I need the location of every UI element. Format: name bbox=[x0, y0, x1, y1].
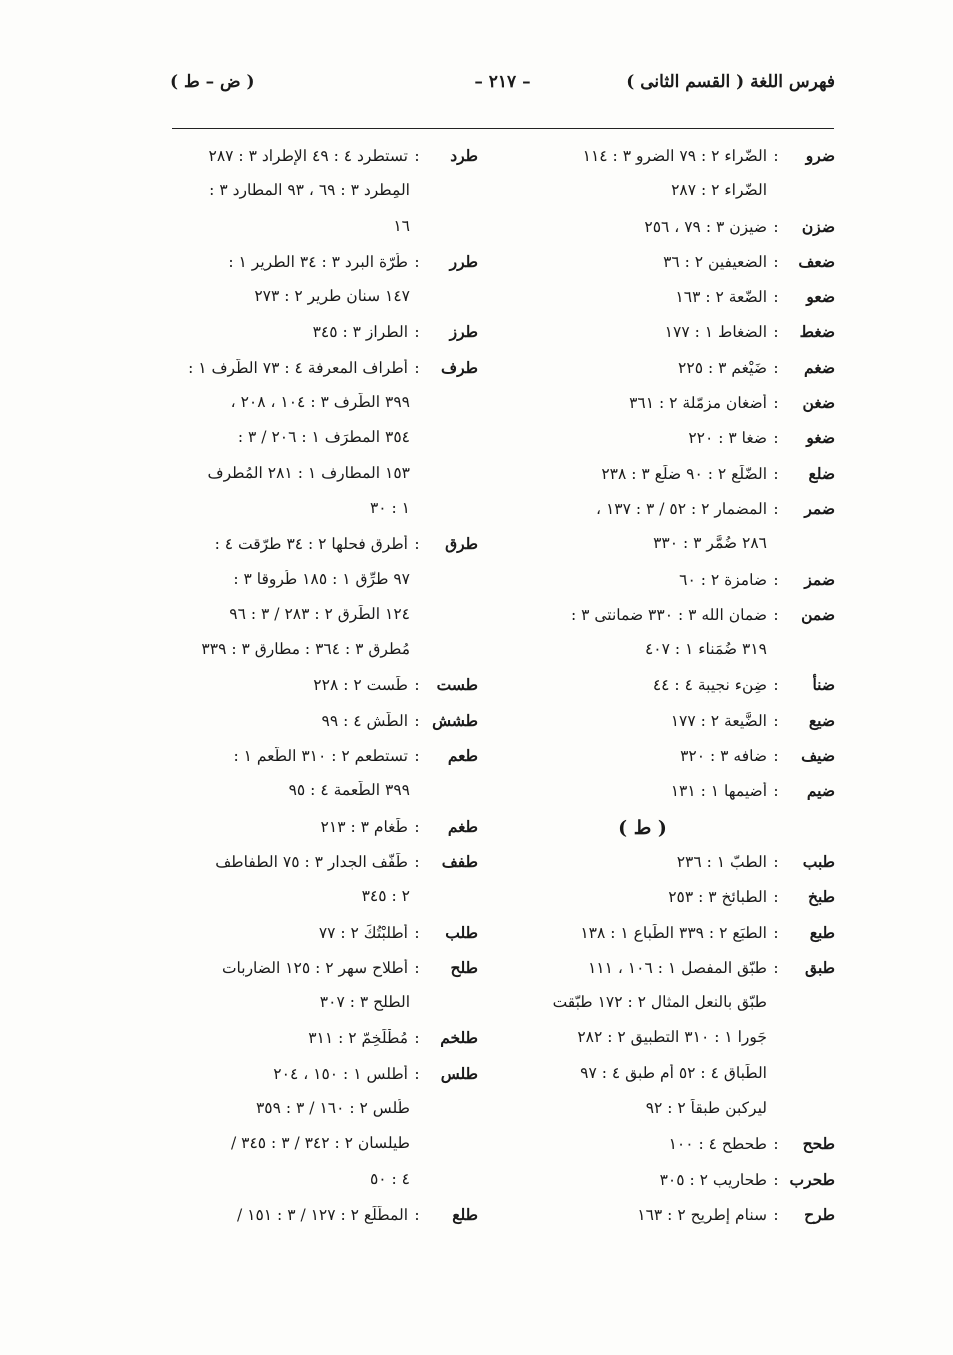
entry-text: الطبَع ٢ : ٣٣٩ الطِّباع ١ : ١٣٨ bbox=[580, 923, 767, 942]
entry-text: الطبائخ ٣ : ٢٥٣ bbox=[668, 888, 767, 907]
index-entry bbox=[168, 393, 478, 428]
entry-text: الضّراء ٢ : ٢٨٧ bbox=[671, 181, 767, 200]
entry-root: طلخم bbox=[440, 1028, 478, 1048]
entry-separator: : bbox=[414, 1029, 420, 1048]
entry-separator: : bbox=[414, 711, 420, 730]
entry-root: ضمن bbox=[801, 604, 835, 624]
entry-text: الطراز ٣ : ٣٤٥ bbox=[312, 323, 408, 342]
left-column bbox=[168, 146, 478, 1240]
index-entry bbox=[530, 993, 835, 1028]
entry-text: الضَّيعة ٢ : ١٧٧ bbox=[670, 711, 767, 730]
index-entry bbox=[168, 534, 478, 569]
index-entry bbox=[530, 428, 835, 463]
entry-text: أضغان مزمّلة ٢ : ٣٦١ bbox=[629, 394, 767, 413]
index-entry bbox=[530, 852, 835, 887]
entry-separator: : bbox=[773, 1170, 779, 1189]
entry-separator: : bbox=[773, 323, 779, 342]
entry-root: ضعو bbox=[806, 287, 835, 307]
entry-text: مُطرِق ٣ : ٣٦٤ : مطارق ٣ : ٣٣٩ bbox=[201, 640, 410, 659]
entry-text: سنام إطريح ٢ : ١٦٣ bbox=[637, 1205, 767, 1224]
index-entry bbox=[530, 499, 835, 534]
entry-root: ضغن bbox=[802, 393, 835, 413]
entry-root: طحرب bbox=[789, 1169, 835, 1189]
entry-text: ضمان الله ٣ : ٣٣٠ ضمانتى ٣ : bbox=[570, 605, 767, 624]
index-entry bbox=[168, 217, 478, 252]
entry-separator: : bbox=[414, 1064, 420, 1083]
entry-root: طغم bbox=[447, 816, 478, 836]
entry-root: طلب bbox=[445, 922, 478, 942]
index-entry bbox=[530, 534, 835, 569]
index-entry bbox=[530, 1064, 835, 1099]
index-entry bbox=[530, 746, 835, 781]
header-rule bbox=[172, 128, 834, 129]
entry-root: ضيم bbox=[806, 781, 835, 801]
entry-separator: : bbox=[773, 288, 779, 307]
index-entry bbox=[168, 781, 478, 816]
entry-separator: : bbox=[414, 817, 420, 836]
entry-root: ضيع bbox=[808, 710, 835, 730]
entry-text: المِطرد ٣ : ٦٩ ، ٩٣ المطارد ٣ : bbox=[209, 181, 410, 200]
index-entry bbox=[530, 1205, 835, 1240]
entry-root: ضيف bbox=[801, 746, 835, 766]
entry-root: طرق bbox=[445, 534, 478, 554]
entry-text: الطِّباق ٤ : ٥٢ أم طبق ٤ : ٩٧ bbox=[580, 1063, 767, 1082]
entry-root: طلس bbox=[440, 1063, 478, 1083]
entry-separator: : bbox=[414, 323, 420, 342]
entry-root: طبع bbox=[809, 922, 835, 942]
index-entry bbox=[168, 322, 478, 357]
index-entry bbox=[168, 1170, 478, 1205]
index-entry bbox=[168, 358, 478, 393]
entry-text: أضيمها ١ : ١٣١ bbox=[670, 782, 767, 801]
index-entry bbox=[530, 1170, 835, 1205]
entry-text: ٣١٩ ضُمَناء ١ : ٤٠٧ bbox=[644, 640, 767, 659]
entry-text: أطراف المعرفة ٤ : ٧٣ الطَّرف ١ : bbox=[188, 358, 408, 377]
entry-text: تستطرد ٤ : ٤٩ الإطراد ٣ : ٢٨٧ bbox=[208, 147, 408, 165]
entry-separator: : bbox=[773, 464, 779, 483]
entry-separator: : bbox=[773, 782, 779, 801]
index-entry bbox=[530, 781, 835, 816]
entry-root: طلح bbox=[450, 957, 478, 977]
entry-separator: : bbox=[773, 888, 779, 907]
entry-root: طست bbox=[436, 675, 478, 695]
entry-separator: : bbox=[414, 852, 420, 871]
index-title: فهرس اللغة ( القسم الثانى ) bbox=[626, 72, 835, 92]
index-entry bbox=[530, 711, 835, 746]
entry-root: طبخ bbox=[807, 887, 835, 907]
entry-root: طشش bbox=[432, 710, 478, 730]
entry-separator: : bbox=[773, 1135, 779, 1154]
index-entry bbox=[530, 464, 835, 499]
index-entry bbox=[168, 852, 478, 887]
index-entry bbox=[168, 1205, 478, 1240]
entry-text: طَفّف الجدار ٣ : ٧٥ الطفاطف bbox=[215, 852, 408, 871]
index-entry bbox=[168, 958, 478, 993]
index-entry bbox=[168, 1134, 478, 1169]
entry-root: ضغم bbox=[804, 357, 835, 377]
entry-separator: : bbox=[414, 747, 420, 766]
index-entry bbox=[168, 817, 478, 852]
entry-text: ١٥٣ المطارف ١ : ٢٨١ المُطرِف bbox=[207, 463, 410, 482]
entry-separator: : bbox=[773, 358, 779, 377]
entry-root: ضنأ bbox=[812, 675, 835, 695]
index-entry bbox=[530, 1099, 835, 1134]
entry-text: طحطح ٤ : ١٠٠ bbox=[668, 1135, 767, 1154]
entry-separator: : bbox=[414, 535, 420, 554]
entry-separator: : bbox=[773, 147, 779, 165]
entry-text: مُطْلَخِمّ ٢ : ٣١١ bbox=[308, 1029, 408, 1048]
index-entry bbox=[168, 1099, 478, 1134]
index-entry bbox=[168, 923, 478, 958]
entry-separator: : bbox=[773, 676, 779, 695]
entry-text: الضعيفين ٢ : ٣٦ bbox=[663, 252, 767, 271]
index-entry bbox=[168, 675, 478, 710]
index-entry bbox=[168, 464, 478, 499]
entry-root: طرف bbox=[441, 357, 478, 377]
entry-root: طحح bbox=[802, 1134, 835, 1154]
index-entry bbox=[168, 1028, 478, 1063]
entry-separator: : bbox=[773, 252, 779, 271]
entry-separator: : bbox=[773, 499, 779, 518]
entry-root: ضرو bbox=[805, 146, 835, 165]
entry-separator: : bbox=[414, 1205, 420, 1224]
entry-text: المطَّلَع ٢ : ١٢٧ / ٣ : ١٥١ / bbox=[236, 1205, 408, 1224]
entry-root: ضمز bbox=[804, 569, 835, 589]
entry-separator: : bbox=[414, 252, 420, 271]
entry-root: ضلع bbox=[808, 463, 835, 483]
entry-text: الطَّش ٤ : ٩٩ bbox=[321, 711, 408, 730]
entry-text: ٣٩٩ الطَّرف ٣ : ١٠٤ ، ٢٠٨ ، bbox=[230, 393, 410, 412]
entry-separator: : bbox=[773, 958, 779, 977]
index-entry bbox=[530, 1028, 835, 1063]
entry-text: أطلس ١ : ١٥٠ ، ٢٠٤ bbox=[273, 1064, 408, 1083]
letter-section-heading: ( ط ) bbox=[618, 816, 667, 839]
index-entry bbox=[168, 252, 478, 287]
entry-text: طَغام ٣ : ٢١٣ bbox=[320, 817, 408, 836]
index-entry bbox=[530, 146, 835, 181]
entry-text: ضيزن ٣ : ٧٩ ، ٢٥٦ bbox=[644, 217, 767, 236]
entry-root: ضغو bbox=[806, 428, 835, 448]
entry-root: طرز bbox=[449, 322, 478, 342]
entry-text: طُلس ٢ : ١٦٠ / ٣ : ٣٥٩ bbox=[255, 1099, 410, 1118]
entry-root: ضزن bbox=[801, 216, 835, 236]
entry-separator: : bbox=[773, 747, 779, 766]
entry-text: الضّعة ٢ : ١٦٣ bbox=[675, 288, 767, 307]
index-entry bbox=[530, 358, 835, 393]
entry-text: ليركبن طبقاً ٢ : ٩٢ bbox=[645, 1099, 767, 1118]
index-entry bbox=[530, 393, 835, 428]
entry-text: الضّراء ٢ : ٧٩ الضرو ٣ : ١١٤ bbox=[582, 147, 767, 165]
entry-text: طُرّة البرد ٣ : ٣٤ الطرير ١ : bbox=[228, 252, 408, 271]
entry-separator: : bbox=[414, 923, 420, 942]
entry-separator: : bbox=[414, 676, 420, 695]
entry-text: طحاريب ٢ : ٣٠٥ bbox=[659, 1170, 767, 1189]
page-number: – ٢١٧ – bbox=[474, 72, 531, 92]
entry-root: طرح bbox=[804, 1204, 835, 1224]
entry-text: ٢ : ٣٤٥ bbox=[361, 887, 410, 906]
entry-text: المضمار ٢ : ٥٢ / ٣ : ١٣٧ ، bbox=[596, 499, 767, 518]
letters-range: ( ض – ط ) bbox=[170, 72, 255, 92]
entry-root: طبب bbox=[802, 851, 835, 871]
index-entry bbox=[168, 605, 478, 640]
index-entry bbox=[168, 499, 478, 534]
index-entry bbox=[168, 746, 478, 781]
entry-separator: : bbox=[773, 711, 779, 730]
entry-root: طرد bbox=[450, 146, 478, 165]
entry-text: أطرق فحلها ٢ : ٣٤ طرّقت ٤ : bbox=[214, 535, 408, 554]
index-entry bbox=[168, 640, 478, 675]
entry-root: ضغط bbox=[799, 322, 835, 342]
index-entry bbox=[168, 287, 478, 322]
entry-separator: : bbox=[414, 958, 420, 977]
index-entry bbox=[168, 887, 478, 922]
entry-root: طعم bbox=[447, 746, 478, 766]
entry-text: الطبّ ١ : ٢٣٦ bbox=[676, 852, 767, 871]
entry-separator: : bbox=[773, 570, 779, 589]
index-entry bbox=[530, 958, 835, 993]
entry-root: ضمر bbox=[804, 498, 835, 518]
entry-text: ٣٥٤ المطرَف ١ : ٢٠٦ / ٣ : bbox=[237, 428, 410, 447]
entry-root: طبق bbox=[805, 957, 835, 977]
entry-text: أطلاح سهر ٢ : ١٢٥ الضاربات bbox=[221, 958, 408, 977]
entry-text: الطلح ٣ : ٣٠٧ bbox=[319, 993, 410, 1012]
entry-separator: : bbox=[773, 923, 779, 942]
right-column bbox=[530, 146, 835, 1240]
index-entry bbox=[530, 181, 835, 216]
entry-root: طفف bbox=[441, 851, 478, 871]
entry-text: جَورا ١ : ٣١٠ التطبيق ٢ : ٢٨٢ bbox=[577, 1028, 767, 1047]
entry-text: طيلسان ٢ : ٣٤٢ / ٣ : ٣٤٥ / bbox=[230, 1134, 410, 1153]
entry-separator: : bbox=[773, 852, 779, 871]
entry-text: طَست ٢ : ٢٢٨ bbox=[313, 676, 408, 695]
index-entry bbox=[530, 640, 835, 675]
entry-text: ١٦ bbox=[393, 216, 410, 235]
entry-text: ٤ : ٥٠ bbox=[369, 1169, 410, 1188]
entry-text: ٩٧ طرِّق ١ : ١٨٥ طُروقا ٣ : bbox=[233, 569, 410, 588]
index-entry bbox=[530, 287, 835, 322]
entry-text: طبّق المفصل ١ : ١٠٦ ، ١١١ bbox=[587, 958, 767, 977]
entry-separator: : bbox=[773, 217, 779, 236]
entry-text: ١ : ٣٠ bbox=[369, 498, 410, 517]
entry-separator: : bbox=[414, 147, 420, 165]
entry-separator: : bbox=[773, 394, 779, 413]
entry-text: ضامزة ٢ : ٦٠ bbox=[679, 570, 767, 589]
index-entry bbox=[168, 181, 478, 216]
entry-text: ١٢٤ الطِّرق ٢ : ٢٨٣ / ٣ : ٩٦ bbox=[229, 604, 410, 623]
entry-root: طرر bbox=[449, 251, 478, 271]
entry-text: ضِنء نجيبة ٤ : ٤٤ bbox=[652, 676, 767, 695]
entry-text: ضغا ٣ : ٢٢٠ bbox=[688, 429, 767, 448]
entry-text: طبّق بالنعل المثال ٢ : ١٧٢ طبّقت bbox=[552, 993, 767, 1012]
entry-separator: : bbox=[773, 429, 779, 448]
index-entry bbox=[530, 570, 835, 605]
entry-text: ٣٩٩ الطُّعمة ٤ : ٩٥ bbox=[288, 781, 410, 800]
entry-root: ضعف bbox=[798, 251, 835, 271]
index-entry bbox=[530, 252, 835, 287]
index-entry bbox=[530, 605, 835, 640]
index-entry bbox=[530, 1134, 835, 1169]
index-entry bbox=[168, 146, 478, 181]
index-entry bbox=[530, 217, 835, 252]
index-entry bbox=[530, 675, 835, 710]
entry-text: ضَيْغم ٣ : ٢٢٥ bbox=[678, 358, 767, 377]
entry-text: الضغاط ١ : ١٧٧ bbox=[664, 323, 767, 342]
entry-separator: : bbox=[414, 358, 420, 377]
entry-text: ضافه ٣ : ٣٢٠ bbox=[680, 747, 767, 766]
page-header bbox=[170, 72, 835, 106]
index-entry bbox=[168, 428, 478, 463]
index-entry bbox=[530, 923, 835, 958]
index-entry bbox=[168, 1064, 478, 1099]
entry-text: ١٤٧ سنان طرير ٢ : ٢٧٣ bbox=[254, 287, 410, 306]
entry-text: الضّلَع ٢ : ٩٠ ضلَع ٣ : ٢٣٨ bbox=[601, 464, 767, 483]
entry-root: طلع bbox=[452, 1204, 478, 1224]
entry-separator: : bbox=[773, 605, 779, 624]
entry-text: تستطعم ٢ : ٣١٠ الطُّعم ١ : bbox=[233, 747, 408, 766]
entry-separator: : bbox=[773, 1205, 779, 1224]
index-entry bbox=[168, 993, 478, 1028]
index-entry bbox=[168, 570, 478, 605]
entry-text: أطلبْتُكَ ٢ : ٧٧ bbox=[318, 923, 408, 942]
entry-text: ٢٨٦ ضُمَّر ٣ : ٣٣٠ bbox=[653, 534, 767, 553]
index-entry bbox=[530, 887, 835, 922]
index-entry bbox=[168, 711, 478, 746]
index-entry bbox=[530, 322, 835, 357]
